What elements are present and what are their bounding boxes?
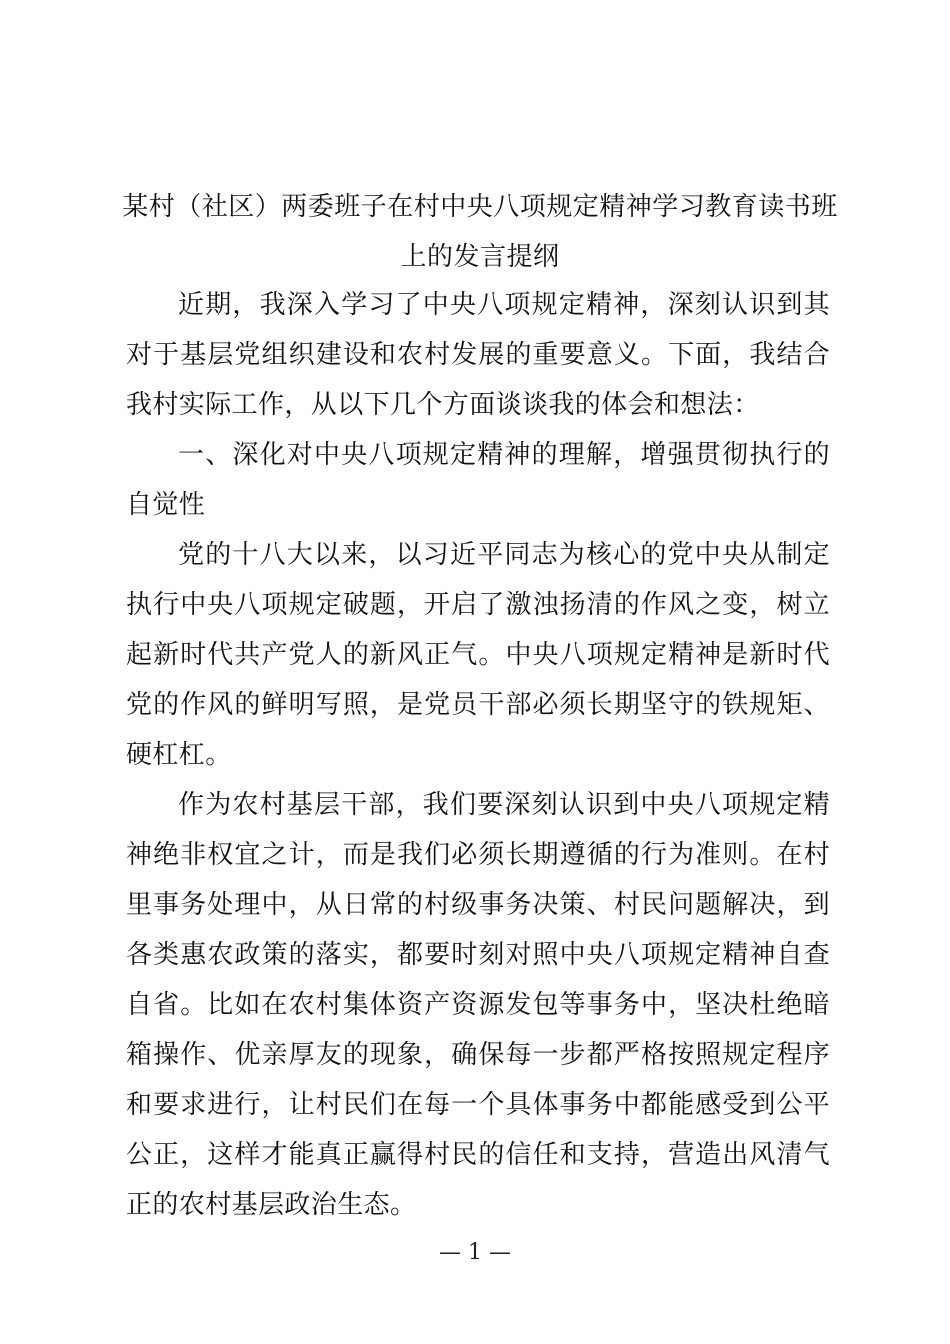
body-paragraph-2: 作为农村基层干部，我们要深刻认识到中央八项规定精神绝非权宜之计，而是我们必须长期遵循的行为准则。在村里事务处理中，从日常的村级事务决策、村民问题解决，到各类惠农政策的落实，都要时刻对照中央八项规定精神自查自省。比如在农村集体资产资源发包等事务中，坚决杜绝暗箱操作、优亲厚友的现象，确保每一步都严格按照规定程序和要求进行，让村民们在每一个具体事务中都能感受到公平公正，这样才能真正赢得村民的信任和支持，营造出风清气正的农村基层政治生态。 bbox=[126, 790, 830, 1220]
section-heading-1: 一、深化对中央八项规定精神的理解，增强贯彻执行的自觉性 bbox=[126, 440, 830, 520]
body-paragraph-1: 党的十八大以来，以习近平同志为核心的党中央从制定执行中央八项规定破题，开启了激浊扬清的作风之变，树立起新时代共产党人的新风正气。中央八项规定精神是新时代党的作风的鲜明写照，是党员干部必须长期坚守的铁规矩、硬杠杠。 bbox=[126, 540, 830, 770]
intro-paragraph: 近期，我深入学习了中央八项规定精神，深刻认识到其对于基层党组织建设和农村发展的重要意义。下面，我结合我村实际工作，从以下几个方面谈谈我的体会和想法： bbox=[126, 290, 830, 420]
document-body bbox=[126, 280, 830, 1230]
document-title: 某村（社区）两委班子在村中央八项规定精神学习教育读书班上的发言提纲 bbox=[122, 192, 838, 272]
page-number: — 1 — bbox=[439, 1240, 511, 1265]
